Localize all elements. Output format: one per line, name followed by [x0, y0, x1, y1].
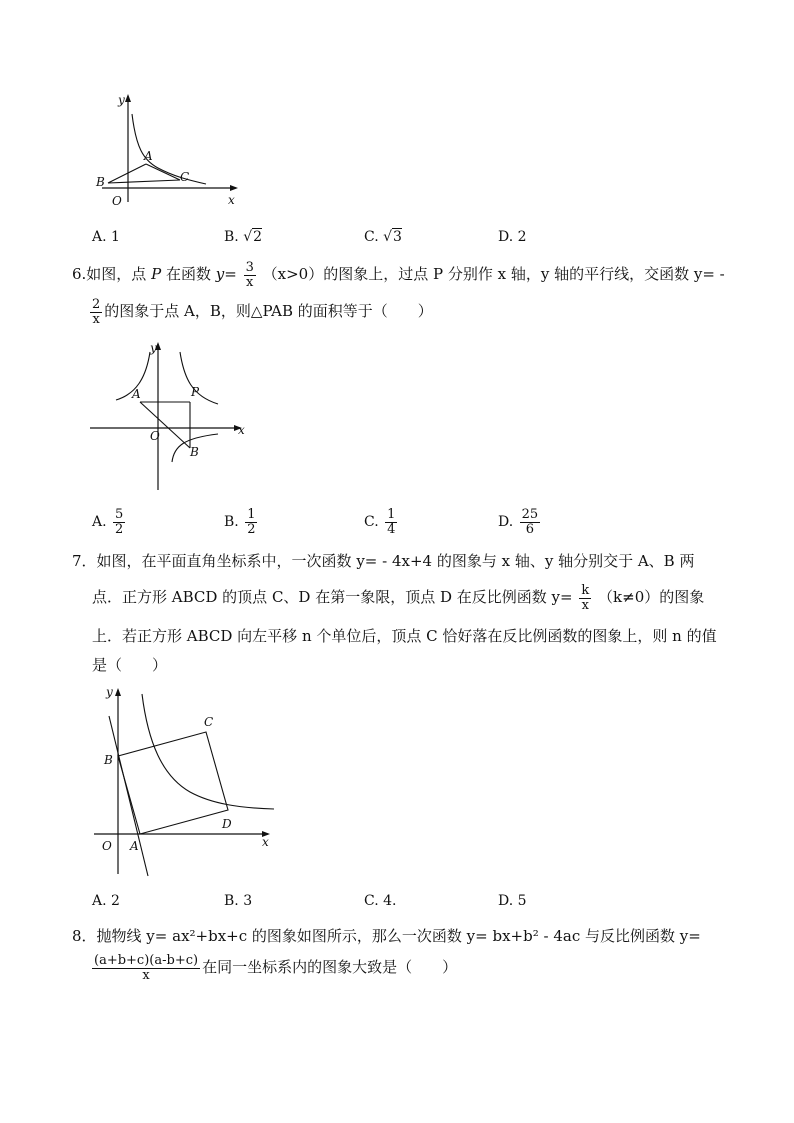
frac-den: 2 — [115, 521, 124, 537]
label-P: P — [191, 385, 200, 399]
q6-text-2: 在函数 — [161, 265, 216, 284]
question-8-line-2 — [90, 954, 457, 982]
label-x: x — [262, 835, 269, 849]
option-a: A. 2 — [92, 893, 120, 909]
q6-text-3: （x>0）的图象上，过点 P 分别作 x 轴，y 轴的平行线，交函数 y= - — [262, 265, 725, 284]
frac-den: x — [92, 311, 100, 327]
option-c-value: 3 — [393, 229, 402, 245]
option-b: B. 3 — [224, 893, 253, 909]
frac-num: 25 — [521, 507, 539, 522]
question-6-line-2 — [88, 298, 433, 326]
label-B: B — [190, 445, 199, 459]
sqrt-icon: √ — [383, 229, 393, 245]
label-D: D — [222, 817, 232, 831]
option-b-label: B. — [224, 514, 239, 531]
option-c: C. 4. — [364, 893, 397, 909]
option-d — [498, 508, 542, 536]
frac-num: k — [581, 583, 590, 598]
figure-q6 — [88, 338, 252, 494]
frac-num: 3 — [245, 260, 254, 275]
option-b-value: 2 — [253, 229, 263, 245]
label-B: B — [96, 175, 105, 189]
sqrt-icon: √ — [243, 229, 253, 245]
frac-num: (a+b+c)(a-b+c) — [94, 953, 199, 968]
line-AC — [146, 164, 180, 180]
label-O: O — [102, 839, 112, 853]
label-O: O — [150, 429, 160, 443]
question-6-line-1 — [72, 261, 725, 289]
q6-fraction-2 — [90, 298, 102, 326]
option-c-fraction — [385, 508, 397, 536]
question-7-line-2 — [92, 584, 704, 612]
option-d-label: D. — [498, 514, 514, 531]
option-c — [364, 229, 402, 245]
figure-q7 — [90, 684, 280, 878]
label-x: x — [238, 423, 245, 437]
frac-den: x — [581, 597, 589, 613]
question-7-line-3: 上．若正方形 ABCD 向左平移 n 个单位后，顶点 C 恰好落在反比例函数的图象上，则 n 的值 — [92, 627, 717, 645]
option-a-label: A. — [92, 514, 107, 531]
question-8-line-1: 8．抛物线 y= ax²+bx+c 的图象如图所示，那么一次函数 y= bx+b² - 4ac 与反比例函数 y= — [72, 927, 701, 945]
option-b — [224, 508, 259, 536]
frac-den: 4 — [387, 521, 396, 537]
label-B: B — [104, 753, 113, 767]
frac-num: 5 — [115, 507, 124, 522]
hyperbola-curve — [142, 694, 274, 809]
option-a — [92, 508, 127, 536]
option-d: D. 2 — [498, 229, 527, 245]
label-A: A — [144, 149, 153, 163]
q6-text-1: 6.如图，点 — [72, 265, 152, 284]
option-c — [364, 508, 399, 536]
q6-text-4: 的图象于点 A，B，则△PAB 的面积等于（ ） — [104, 302, 433, 321]
label-C: C — [204, 715, 214, 729]
label-A: A — [130, 839, 139, 853]
label-x: x — [228, 193, 235, 207]
frac-den: x — [246, 274, 254, 290]
line-BA — [108, 164, 146, 183]
frac-num: 1 — [247, 507, 256, 522]
q8-fraction — [92, 954, 200, 982]
option-a: A. 1 — [92, 229, 120, 245]
question-7-line-4: 是（ ） — [92, 656, 168, 674]
frac-num: 1 — [387, 507, 396, 522]
label-y: y — [150, 341, 157, 355]
q6-eq: = — [224, 265, 237, 284]
figure-q5 — [88, 92, 248, 212]
q6-point-P: P — [151, 265, 162, 284]
q7-text-2: （k≠0）的图象 — [598, 588, 705, 607]
label-C: C — [180, 170, 190, 184]
frac-num: 2 — [92, 297, 101, 312]
frac-den: 6 — [525, 521, 535, 537]
q6-fraction-1 — [244, 261, 256, 289]
option-c-label: C. — [364, 514, 379, 531]
line-AB — [140, 402, 190, 448]
line-BC — [108, 180, 180, 183]
option-d: D. 5 — [498, 893, 527, 909]
option-b — [224, 229, 262, 245]
question-7-line-1: 7．如图，在平面直角坐标系中，一次函数 y= - 4x+4 的图象与 x 轴、y 轴分别交于 A、B 两 — [72, 552, 695, 570]
option-b-label: B. — [224, 229, 239, 245]
option-d-fraction — [520, 508, 541, 536]
line-y-eq-minus-4x-plus-4 — [109, 716, 148, 876]
q7-text-1: 点．正方形 ABCD 的顶点 C、D 在第一象限，顶点 D 在反比例函数 y= — [92, 588, 573, 607]
label-O: O — [112, 194, 122, 208]
q8-text-2: 在同一坐标系内的图象大致是（ ） — [202, 958, 458, 977]
option-b-fraction — [245, 508, 257, 536]
label-y: y — [106, 685, 113, 699]
frac-den: x — [142, 967, 150, 983]
option-a-fraction — [113, 508, 125, 536]
label-y: y — [118, 93, 125, 107]
label-A: A — [132, 387, 141, 401]
frac-den: 2 — [247, 521, 256, 537]
q6-var-y: y — [215, 265, 225, 284]
q7-fraction — [579, 584, 591, 612]
option-c-label: C. — [364, 229, 379, 245]
